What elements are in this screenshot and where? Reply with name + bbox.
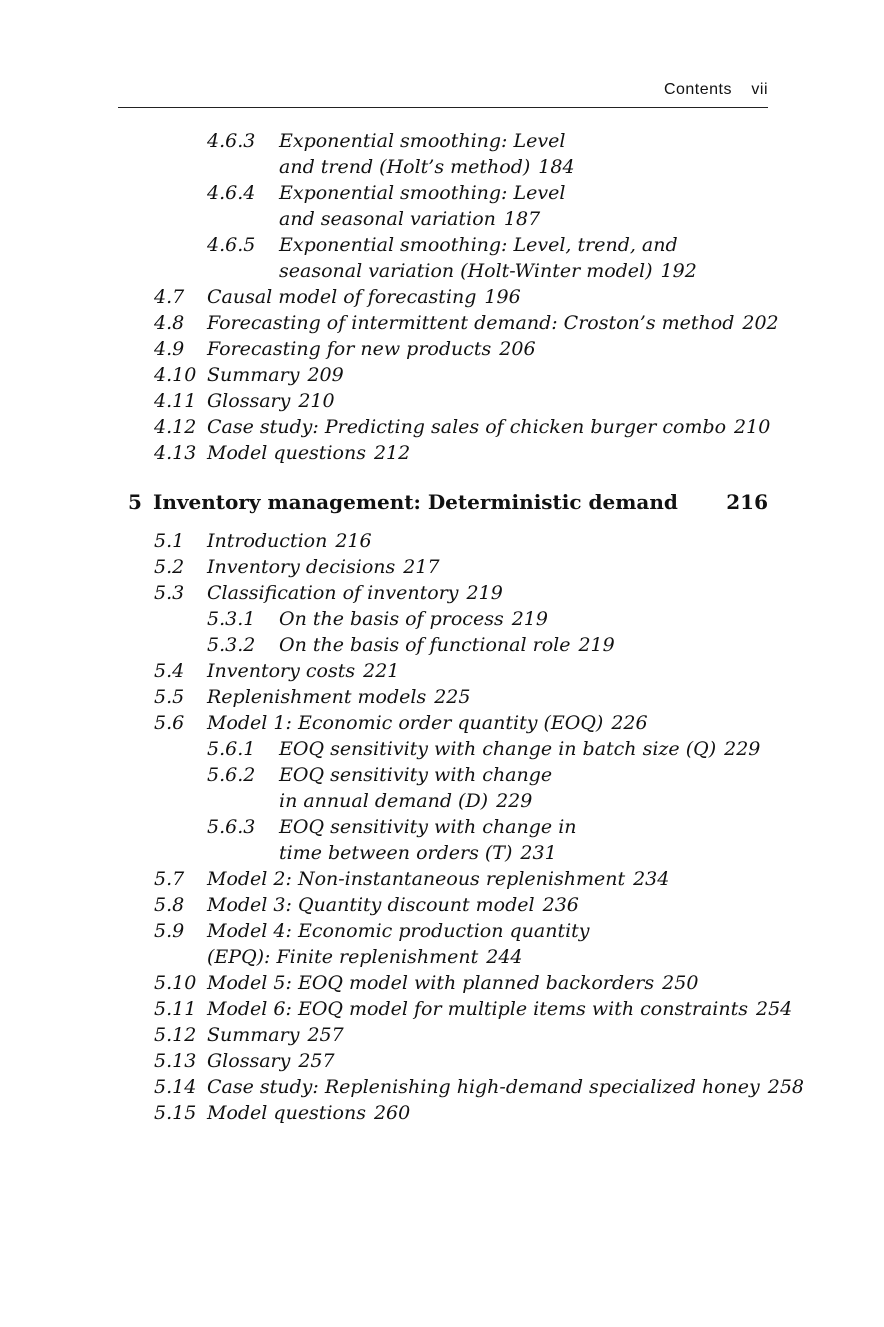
toc-entry-title-line: [207, 684, 470, 710]
toc-entry-page: 219: [511, 608, 548, 630]
header-rule: [118, 107, 768, 108]
toc-entry-page: 244: [486, 946, 523, 968]
toc-entry-title-line: [207, 996, 792, 1022]
toc-entry-page: 210: [298, 390, 335, 412]
toc-entry-page: 192: [660, 260, 697, 282]
toc-entry-number: 4.7: [154, 286, 185, 308]
toc-entry-title-text: EOQ sensitivity with change in batch size (Q): [279, 738, 717, 760]
toc-entry-number: 5.10: [154, 972, 197, 994]
toc-entry-number: 5.13: [154, 1050, 197, 1072]
toc-entry-page: 257: [298, 1050, 335, 1072]
toc-entry-title-text: Forecasting of intermittent demand: Croston’s method: [207, 312, 735, 334]
toc-entry-number: 4.10: [154, 364, 197, 386]
toc-entry-number: 4.13: [154, 442, 197, 464]
toc-entry-number: 5.14: [154, 1076, 197, 1098]
toc-entry-page: 226: [611, 712, 648, 734]
toc-entry-title-text: Model 4: Economic production quantity: [207, 920, 590, 942]
toc-entry-title-line: [279, 128, 575, 154]
toc-entry-title-text: Case study: Predicting sales of chicken burger combo: [207, 416, 727, 438]
toc-entry-number: 5.4: [154, 660, 185, 682]
toc-entry-number: 5.5: [154, 686, 185, 708]
toc-entry-title-line: [207, 944, 590, 970]
toc-entry-title-text: Glossary: [207, 1050, 291, 1072]
toc-entry-title-line: [279, 788, 552, 814]
toc-entry-number: 5.6.2: [207, 764, 256, 786]
toc-entry-title: [279, 232, 697, 284]
chapter-title: Inventory management: Deterministic demand: [153, 490, 678, 514]
toc-entry-title-text: Model 6: EOQ model for multiple items with constraints: [207, 998, 748, 1020]
toc-entry-title-text: Forecasting for new products: [207, 338, 492, 360]
toc-entry-title-text: Case study: Replenishing high-demand specialized honey: [207, 1076, 760, 1098]
toc-entry-title-line: [207, 554, 440, 580]
toc-entry-title: [279, 762, 552, 814]
toc-entry-title-text: Classification of inventory: [207, 582, 459, 604]
toc-entry-number: 5.8: [154, 894, 185, 916]
toc-entry-page: 258: [767, 1076, 805, 1098]
toc-entry-title: [207, 414, 770, 440]
toc-entry-title-line: [207, 284, 521, 310]
toc-entry-title-line: [279, 258, 697, 284]
toc-entry-title-text: and seasonal variation: [279, 208, 496, 230]
toc-entry-title-line: [279, 180, 565, 206]
toc-entry-title: [207, 310, 779, 336]
running-header: [118, 79, 768, 101]
toc-entry-title-text: EOQ sensitivity with change: [279, 764, 553, 786]
toc-entry-page: 219: [466, 582, 503, 604]
toc-entry-page: 260: [373, 1102, 411, 1124]
toc-entry-title-line: [207, 1048, 335, 1074]
toc-entry-title-line: [207, 866, 669, 892]
toc-entry-number: 5.11: [154, 998, 197, 1020]
toc-entry-title: [207, 362, 344, 388]
toc-entry-title-line: [279, 206, 565, 232]
toc-entry-page: 202: [742, 312, 779, 334]
toc-entry-title-line: [207, 414, 770, 440]
toc-entry-page: 221: [363, 660, 400, 682]
toc-entry-title-line: [207, 1100, 410, 1126]
toc-entry-title-line: [207, 710, 648, 736]
toc-entry-title: [279, 128, 575, 180]
toc-entry-number: 5.7: [154, 868, 185, 890]
toc-entry-title-text: in annual demand (D): [279, 790, 489, 812]
toc-entry-page: 206: [499, 338, 536, 360]
toc-entry-title-text: Model 1: Economic order quantity (EOQ): [207, 712, 604, 734]
toc-entry-number: 5.6: [154, 712, 185, 734]
toc-entry-number: 4.6.4: [207, 182, 256, 204]
toc-entry-page: 231: [520, 842, 557, 864]
toc-entry-page: 225: [434, 686, 471, 708]
toc-entry-title: [279, 814, 577, 866]
toc-entry-title-line: [207, 1074, 804, 1100]
toc-entry-title: [207, 684, 470, 710]
toc-entry-title-line: [279, 632, 615, 658]
toc-entry-title-line: [279, 840, 577, 866]
toc-entry-title-text: seasonal variation (Holt-Winter model): [279, 260, 653, 282]
toc-entry-title-line: [279, 814, 577, 840]
toc-entry-title: [207, 1100, 410, 1126]
toc-entry-title-text: Model 2: Non-instantaneous replenishment: [207, 868, 626, 890]
toc-entry-title: [207, 284, 521, 310]
toc-entry-title-line: [279, 232, 697, 258]
toc-entry-title-line: [207, 658, 399, 684]
toc-entry-title-line: [279, 154, 575, 180]
toc-entry-title-text: Introduction: [207, 530, 328, 552]
toc-entry-title-line: [207, 580, 503, 606]
toc-entry-title-text: Replenishment models: [207, 686, 427, 708]
toc-entry-title-text: Causal model of forecasting: [207, 286, 477, 308]
toc-entry-title-text: Summary: [207, 1024, 300, 1046]
toc-entry-title: [207, 440, 410, 466]
toc-entry-title-line: [207, 918, 590, 944]
chapter-heading: [128, 490, 768, 516]
toc-entry-title: [207, 1074, 804, 1100]
toc-entry-title-text: On the basis of process: [279, 608, 504, 630]
toc-entry-title-line: [207, 336, 536, 362]
toc-entry-title-line: [207, 1022, 344, 1048]
toc-entry-page: 196: [484, 286, 521, 308]
toc-entry-title: [207, 554, 440, 580]
toc-entry-title-text: time between orders (T): [279, 842, 513, 864]
toc-entry-number: 5.9: [154, 920, 185, 942]
toc-entry-title-text: Exponential smoothing: Level: [279, 130, 566, 152]
toc-entry-title: [207, 658, 399, 684]
toc-entry-title-line: [279, 606, 548, 632]
toc-entry-title-text: Model questions: [207, 1102, 366, 1124]
toc-entry-title-line: [279, 762, 552, 788]
toc-entry-title: [207, 892, 579, 918]
toc-entry-number: 5.1: [154, 530, 185, 552]
toc-entry-number: 4.9: [154, 338, 185, 360]
toc-entry-title-line: [207, 970, 698, 996]
toc-entry-title-text: Model questions: [207, 442, 366, 464]
toc-entry-page: 210: [734, 416, 771, 438]
toc-entry-number: 5.12: [154, 1024, 197, 1046]
toc-entry-number: 4.12: [154, 416, 197, 438]
toc-entry-number: 4.6.3: [207, 130, 256, 152]
toc-entry-number: 5.3.2: [207, 634, 256, 656]
toc-entry-number: 5.6.3: [207, 816, 256, 838]
toc-entry-title: [279, 632, 615, 658]
toc-entry-title-text: Inventory decisions: [207, 556, 396, 578]
toc-entry-title-line: [207, 528, 372, 554]
toc-entry-title-line: [207, 892, 579, 918]
toc-entry-title-text: (EPQ): Finite replenishment: [207, 946, 479, 968]
toc-entry-title-line: [207, 362, 344, 388]
toc-entry-title: [207, 970, 698, 996]
toc-entry-number: 5.15: [154, 1102, 197, 1124]
toc-entry-page: 219: [578, 634, 615, 656]
toc-entry-number: 5.2: [154, 556, 185, 578]
toc-entry-page: 184: [538, 156, 575, 178]
toc-entry-page: 187: [503, 208, 541, 230]
toc-entry-title: [207, 918, 590, 970]
toc-entry-title: [207, 710, 648, 736]
toc-entry-title: [207, 1022, 344, 1048]
toc-entry-title-text: and trend (Holt’s method): [279, 156, 531, 178]
toc-entry-title-line: [207, 310, 779, 336]
toc-entry-number: 4.8: [154, 312, 185, 334]
toc-entry-title-text: Exponential smoothing: Level: [279, 182, 566, 204]
toc-entry-title: [207, 528, 372, 554]
toc-entry-title-text: Summary: [207, 364, 300, 386]
chapter-number: 5: [128, 490, 142, 514]
toc-entry-title: [279, 606, 548, 632]
toc-entry-title-text: Model 3: Quantity discount model: [207, 894, 535, 916]
toc-entry-title-text: Model 5: EOQ model with planned backorders: [207, 972, 655, 994]
page-number: vii: [751, 81, 768, 98]
toc-entry-title: [207, 388, 335, 414]
toc-entry-page: 229: [496, 790, 533, 812]
toc-entry-page: 216: [335, 530, 372, 552]
toc-entry-number: 4.11: [154, 390, 197, 412]
toc-entry-page: 236: [542, 894, 579, 916]
toc-entry-title: [207, 866, 669, 892]
toc-entry-title: [279, 736, 760, 762]
toc-entry-page: 257: [307, 1024, 344, 1046]
toc-entry-page: 212: [373, 442, 411, 464]
toc-entry-page: 209: [307, 364, 344, 386]
toc-entry-title: [207, 996, 792, 1022]
chapter-page: 216: [726, 490, 768, 514]
toc-entry-title: [207, 580, 503, 606]
toc-entry-title-line: [207, 440, 410, 466]
toc-entry-page: 229: [724, 738, 761, 760]
toc-entry-title-text: Exponential smoothing: Level, trend, and: [279, 234, 678, 256]
toc-entry-title: [279, 180, 565, 232]
toc-entry-number: 4.6.5: [207, 234, 256, 256]
toc-entry-number: 5.3.1: [207, 608, 256, 630]
toc-entry-number: 5.6.1: [207, 738, 256, 760]
toc-entry-page: 234: [633, 868, 670, 890]
running-header-title: Contents: [663, 81, 732, 98]
toc-entry-page: 250: [662, 972, 699, 994]
toc-entry-title: [207, 336, 536, 362]
toc-entry-number: 5.3: [154, 582, 185, 604]
toc-entry-page: 217: [403, 556, 440, 578]
toc-entry-title-text: On the basis of functional role: [279, 634, 571, 656]
toc-entry-page: 254: [755, 998, 793, 1020]
toc-entry-title: [207, 1048, 335, 1074]
toc-entry-title-text: Glossary: [207, 390, 291, 412]
toc-entry-title-text: Inventory costs: [207, 660, 356, 682]
toc-entry-title-text: EOQ sensitivity with change in: [279, 816, 577, 838]
toc-entry-title-line: [207, 388, 335, 414]
toc-entry-title-line: [279, 736, 760, 762]
